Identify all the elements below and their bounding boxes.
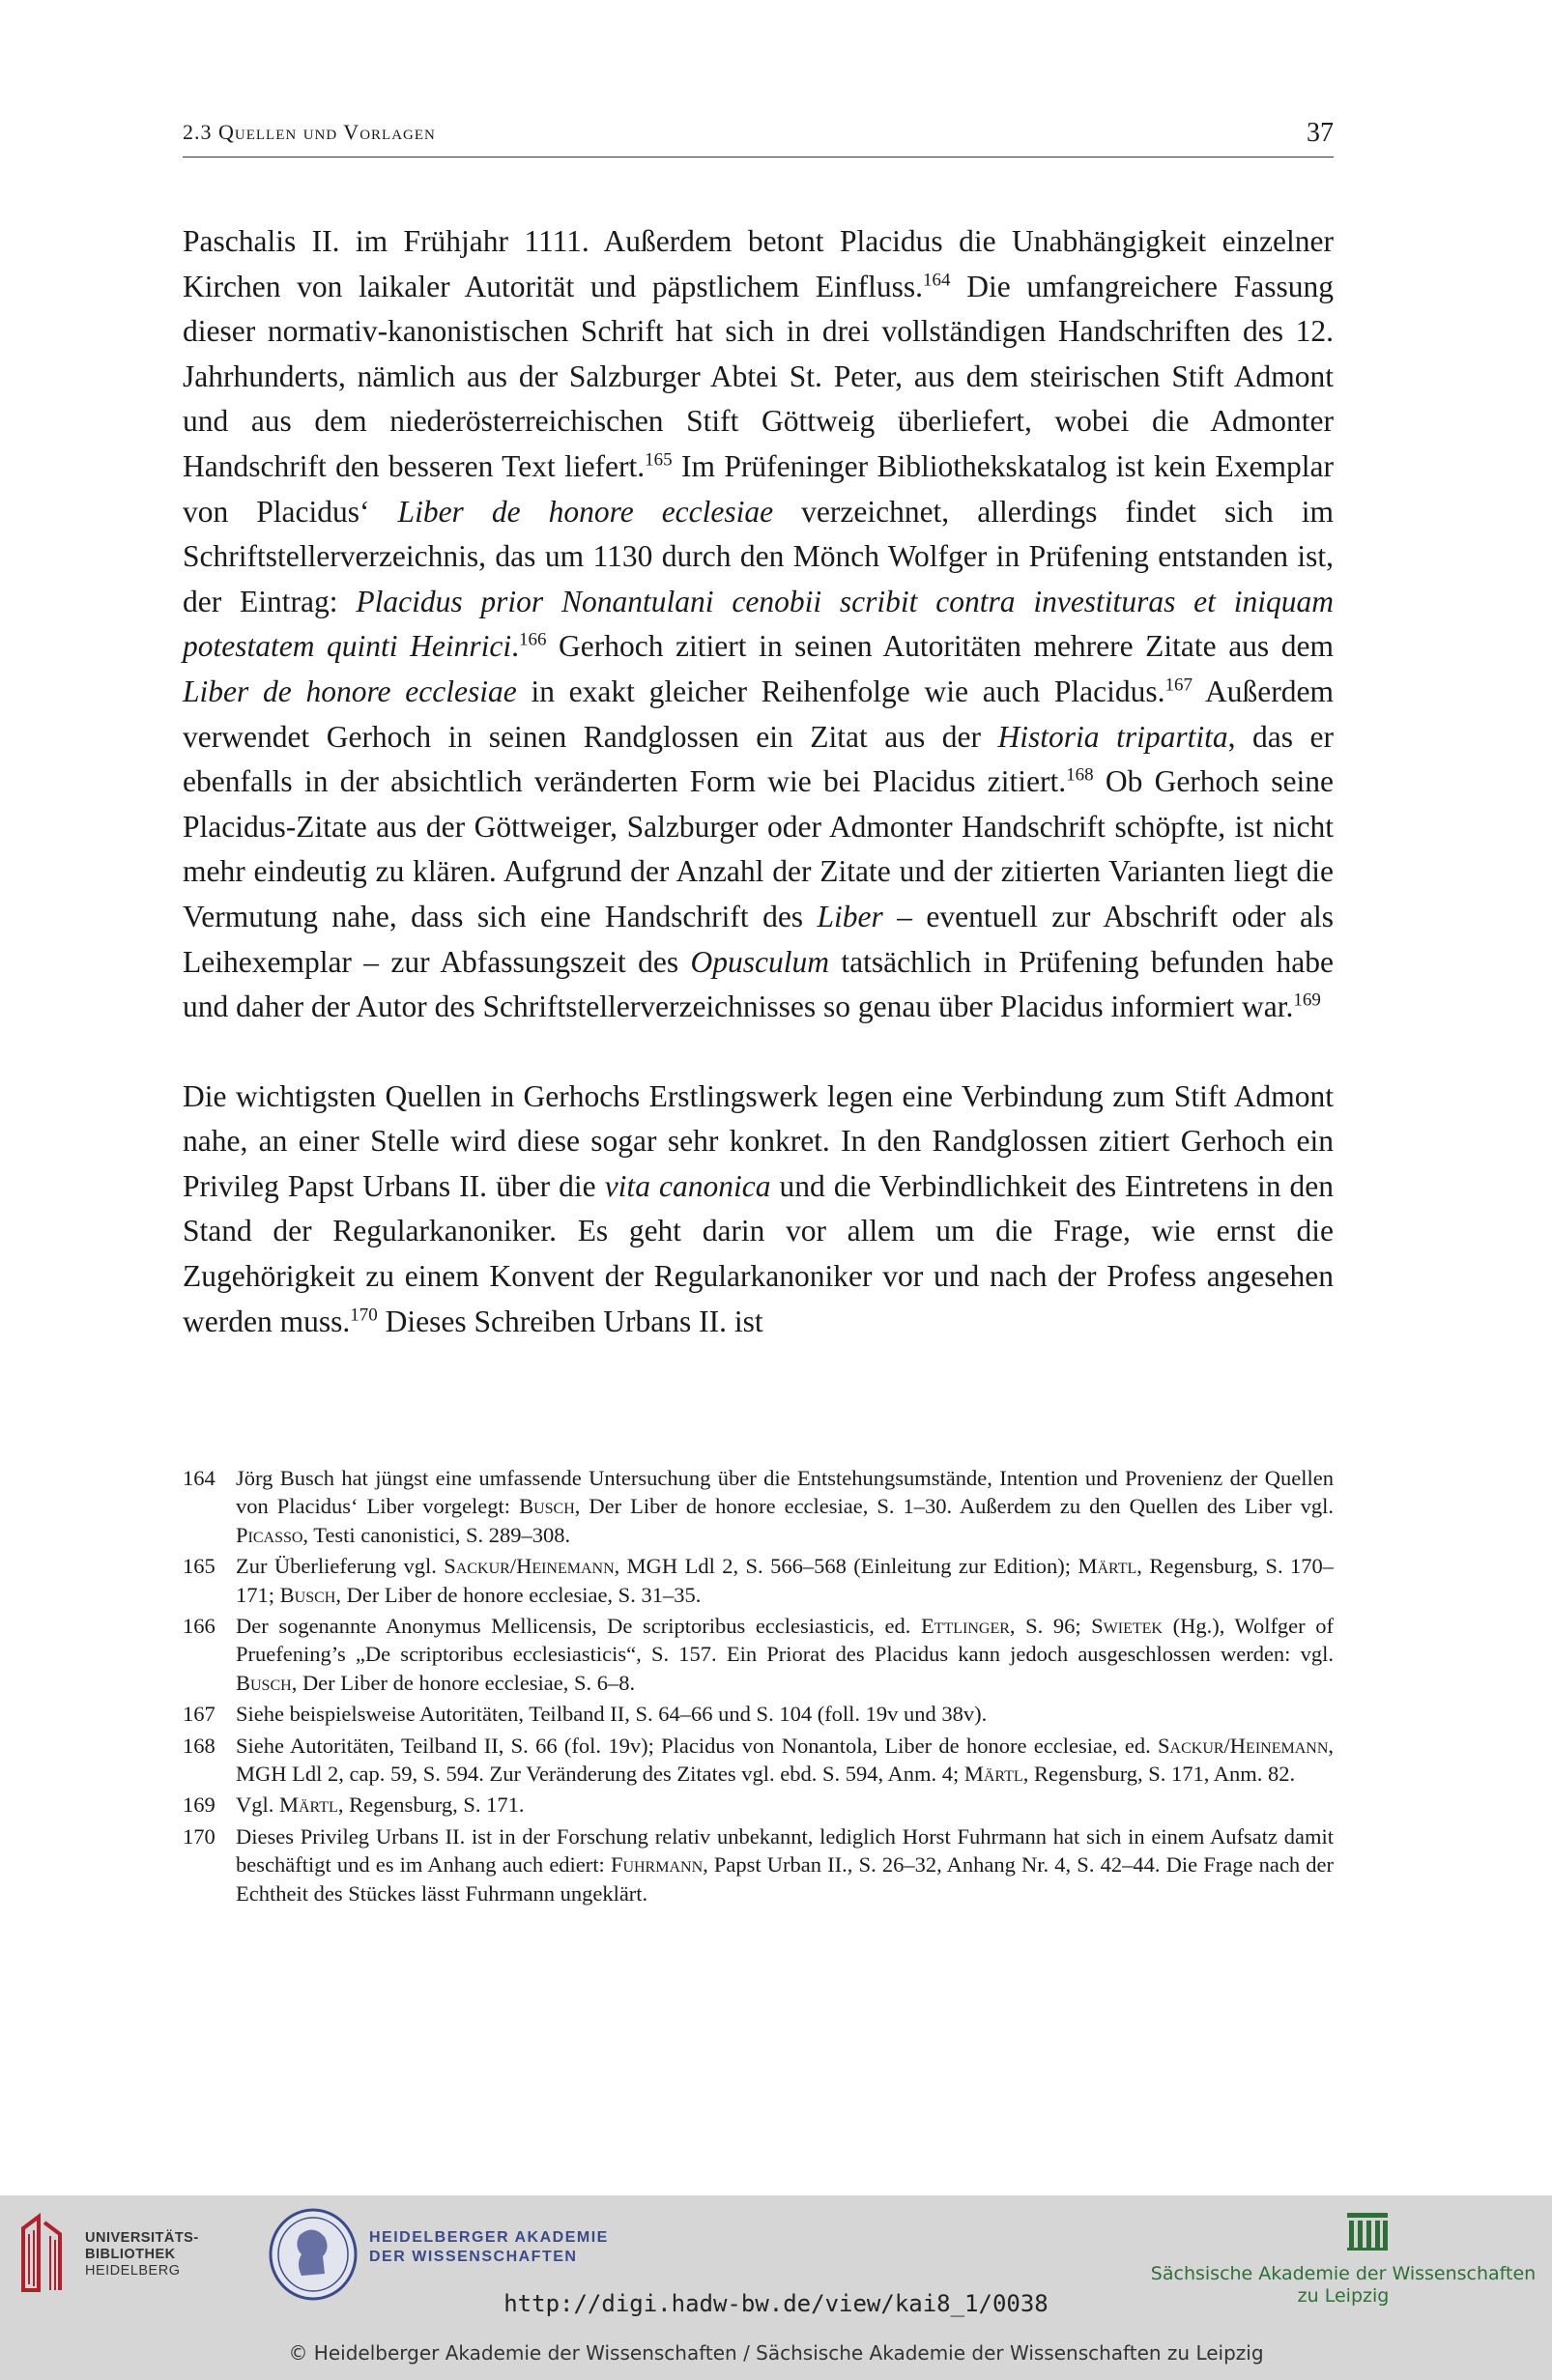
footnote-165: 165 Zur Überlieferung vgl. Sackur/Heinemann, MGH Ldl 2, S. 566–568 (Einleitung zur Edition); Märtl, Regensburg, S. 170–171; Busch, Der Liber de honore ecclesiae, S. 31–35. <box>183 1554 1334 1607</box>
ub-heidelberg-mark-icon <box>17 2213 71 2298</box>
ub-heidelberg-logo[interactable] <box>17 2213 211 2300</box>
permalink-url[interactable]: http://digi.hadw-bw.de/view/kai8_1/0038 <box>503 2290 1049 2317</box>
footnote-ref-169[interactable]: 169 <box>1293 989 1321 1011</box>
paragraph-1: Paschalis II. im Frühjahr 1111. Außerdem betont Placidus die Unabhängigkeit einzelner Kirchen von laikaler Autorität und päpstlichem Einfluss.$^{164}$ Die umfangreichere Fassung dieser normativ-kanonistischen Schrift hat sich in drei vollständigen Handschriften des 12. Jahrhunderts, nämlich aus der Salzburger Abtei St. Peter, aus dem steirischen Stift Admont und aus dem niederösterreichischen Stift Göttweig überliefert, wobei die Admonter Handschrift den besseren Text liefert.$^{165}$ Im Prüfeninger Bibliothekskatalog ist kein Exemplar von Placidus‘ Liber de honore ecclesiae verzeichnet, allerdings findet sich im Schriftstellerverzeichnis, das um 1130 durch den Mönch Wolfger in Prüfening entstanden ist, der Eintrag: Placidus prior Nonantulani cenobii scribit contra investituras et iniquam potestatem quinti Heinrici.$^{166}$ Gerhoch zitiert in seinen Autoritäten mehrere Zitate aus dem Liber de honore ecclesiae in exakt gleicher Reihenfolge wie auch Placidus.$^{167}$ Außerdem verwendet Gerhoch in seinen Randglossen ein Zitat aus der Historia tripartita, das er ebenfalls in der absichtlich veränderten Form wie bei Placidus zitiert.$^{168}$ Ob Gerhoch seine Placidus-Zitate aus der Göttweiger, Salzburger oder Admonter Handschrift schöpfte, ist nicht mehr eindeutig zu klären. Aufgrund der Anzahl der Zitate und der zitierten Varianten liegt die Vermutung nahe, dass sich eine Handschrift des Liber – eventuell zur Abschrift oder als Leihexemplar – zur Abfassungszeit des Opusculum tatsächlich in Prüfening befunden habe und daher der Autor des Schriftstellerverzeichnisses so genau über Placidus informiert war.$^{169}$ <box>183 224 1334 1024</box>
paragraph-2: Die wichtigsten Quellen in Gerhochs Erstlingswerk legen eine Verbindung zum Stift Admont nahe, an einer Stelle wird diese sogar sehr konkret. In den Randglossen zitiert Gerhoch ein Privileg Papst Urbans II. über die vita canonica und die Verbindlichkeit des Eintretens in den Stand der Regularkanoniker. Es geht darin vor allem um die Frage, wie ernst die Zugehörigkeit zu einem Konvent der Regularkanoniker vor und nach der Profess angesehen werden muss.$^{170}$ Dieses Schreiben Urbans II. ist <box>183 1078 1335 1338</box>
footnote-169: 169 Vgl. Märtl, Regensburg, S. 171. <box>183 1792 525 1818</box>
footnote-170: 170 Dieses Privileg Urbans II. ist in der Forschung relativ unbekannt, lediglich Horst Fuhrmann hat sich in einem Aufsatz damit beschäftigt und es im Anhang auch ediert: Fuhrmann, Papst Urban II., S. 26–32, Anhang Nr. 4, S. 42–44. Die Frage nach der Echtheit des Stückes lässt Fuhrmann ungeklärt. <box>183 1823 1334 1906</box>
copyright-notice: © Heidelberger Akademie der Wissenschaften / Sächsische Akademie der Wissenschaften zu Leipzig <box>288 2341 1264 2365</box>
footnote-168: 168 Siehe Autoritäten, Teilband II, S. 66 (fol. 19v); Placidus von Nonantola, Liber de honore ecclesiae, ed. Sackur/Heinemann, MGH Ldl 2, cap. 59, S. 594. Zur Veränderung des Zitates vgl. ebd. S. 594, Anm. 4; Märtl, Regensburg, S. 171, Anm. 82. <box>183 1733 1334 1787</box>
saw-building-icon[interactable] <box>1345 2211 1390 2251</box>
running-head <box>183 118 1334 158</box>
footnote-ref-165[interactable]: 165 <box>645 449 673 471</box>
hadw-text: HEIDELBERGER AKADEMIE DER WISSENSCHAFTEN <box>369 2229 609 2265</box>
footnote-ref-164[interactable]: 164 <box>922 270 951 291</box>
footnote-ref-167[interactable]: 167 <box>1164 674 1193 696</box>
footnotes <box>183 1464 1334 1910</box>
running-head-title: 2.3 Quellen und Vorlagen <box>183 120 436 144</box>
main-text <box>183 219 1334 1344</box>
footnote-167: 167 Siehe beispielsweise Autoritäten, Teilband II, S. 64–66 und S. 104 (foll. 19v und 38v). <box>183 1702 988 1727</box>
footnote-166: 166 Der sogenannte Anonymus Mellicensis, De scriptoribus ecclesiasticis, ed. Ettlinger, S. 96; Swietek (Hg.), Wolfger of Pruefening’s „De scriptoribus ecclesiasticis“, S. 157. Ein Priorat des Placidus kann jedoch ausgeschlossen werden: vgl. Busch, Der Liber de honore ecclesiae, S. 6–8. <box>183 1614 1334 1695</box>
page-number: 37 <box>1307 118 1334 148</box>
footnote-ref-166[interactable]: 166 <box>518 629 547 650</box>
hadw-seal-icon[interactable] <box>267 2206 359 2303</box>
footnote-ref-170[interactable]: 170 <box>350 1305 378 1326</box>
footnote-164: 164 Jörg Busch hat jüngst eine umfassende Untersuchung über die Entstehungsumstände, Intention und Provenienz der Quellen von Placidus‘ Liber vorgelegt: Busch, Der Liber de honore ecclesiae, S. 1–30. Außerdem zu den Quellen des Liber vgl. Picasso, Testi canonistici, S. 289–308. <box>183 1466 1334 1547</box>
footnote-ref-168[interactable]: 168 <box>1066 764 1094 786</box>
saw-text: Sächsische Akademie der Wissenschaften zu Leipzig <box>1150 2263 1537 2307</box>
ub-heidelberg-text: UNIVERSITÄTS- BIBLIOTHEK HEIDELBERG <box>85 2230 199 2279</box>
